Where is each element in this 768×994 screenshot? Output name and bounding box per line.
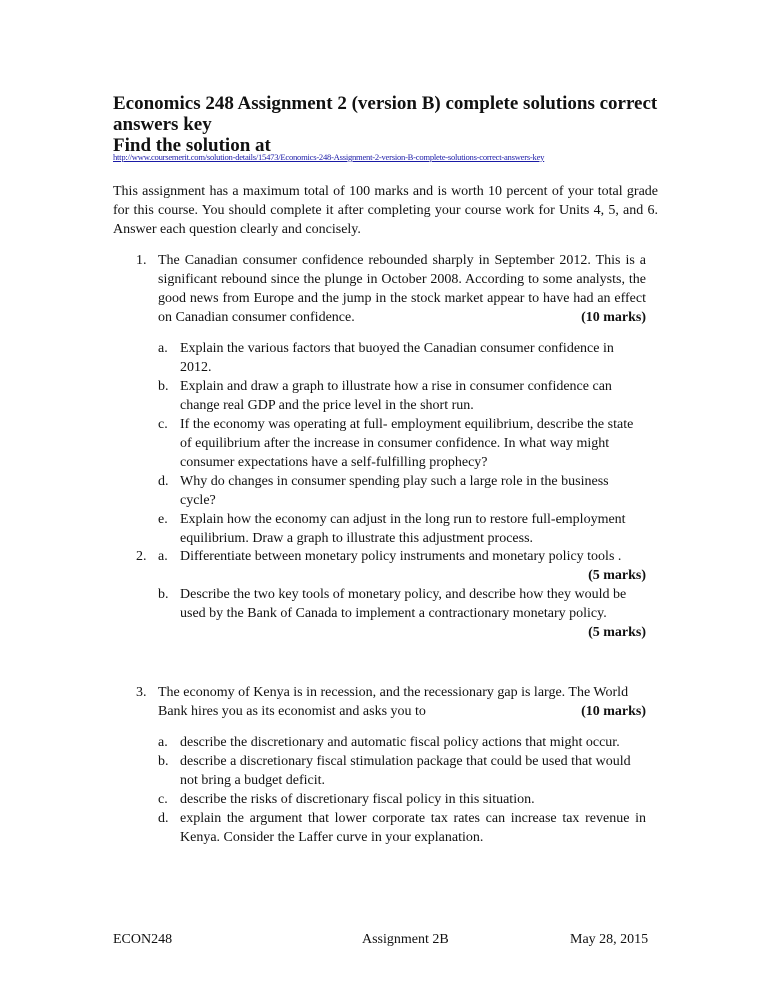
sub-item: [158, 547, 628, 566]
footer-assignment: Assignment 2B: [362, 932, 449, 947]
sub-item: [158, 377, 646, 415]
question-number: 3.: [136, 685, 147, 700]
sub-item: [158, 472, 646, 510]
item-letter: c.: [158, 417, 168, 432]
item-letter: d.: [158, 474, 169, 489]
question-marks: (5 marks): [588, 568, 646, 583]
item-text: describe the discretionary and automatic fiscal policy actions that might occur.: [180, 735, 620, 750]
item-letter: e.: [158, 512, 168, 527]
item-text: explain the argument that lower corporate tax rates can increase tax revenue in Kenya. Consider the Laffer curve in your explanation.: [180, 811, 646, 845]
item-text: Differentiate between monetary policy instruments and monetary policy tools .: [180, 549, 622, 564]
item-text: describe a discretionary fiscal stimulation package that could be used that would not bring a budget deficit.: [180, 754, 631, 788]
item-text: Describe the two key tools of monetary policy, and describe how they would be used by the Bank of Canada to implement a contractionary monetary policy.: [180, 587, 627, 621]
question-3: [136, 683, 646, 847]
sub-item: [158, 733, 646, 752]
item-text: Why do changes in consumer spending play such a large role in the business cycle?: [180, 474, 609, 508]
item-letter: a.: [158, 549, 168, 564]
item-letter: c.: [158, 792, 168, 807]
sub-item: [158, 415, 646, 472]
sub-item: [158, 790, 646, 809]
item-text: If the economy was operating at full- employment equilibrium, describe the state of equilibrium after the increase in consumer confidence. In what way might consumer expectations have a self-fulfilling prophecy?: [180, 417, 634, 470]
item-letter: a.: [158, 341, 168, 356]
sub-item: [158, 752, 646, 790]
item-text: Explain the various factors that buoyed the Canadian consumer confidence in 2012.: [180, 341, 614, 375]
sub-item: [158, 339, 646, 377]
item-letter: d.: [158, 811, 169, 826]
question-text: The economy of Kenya is in recession, and the recessionary gap is large. The World Bank hires you as its economist and asks you to: [158, 685, 629, 719]
item-letter: a.: [158, 735, 168, 750]
question-number: 2.: [136, 549, 147, 564]
question-marks: (10 marks): [581, 704, 646, 719]
item-letter: b.: [158, 379, 169, 394]
item-text: Explain and draw a graph to illustrate how a rise in consumer confidence can change real GDP and the price level in the short run.: [180, 379, 612, 413]
item-letter: b.: [158, 587, 169, 602]
title-text: Economics 248 Assignment 2 (version B) complete solutions correct answers key: [113, 93, 658, 135]
item-text: describe the risks of discretionary fiscal policy in this situation.: [180, 792, 535, 807]
question-marks: (10 marks): [581, 310, 646, 325]
footer-course: ECON248: [113, 932, 173, 947]
item-letter: b.: [158, 754, 169, 769]
sub-item: [158, 510, 646, 548]
find-solution-label: Find the solution at: [113, 135, 271, 156]
sub-item: [158, 809, 646, 847]
question-2: [136, 547, 646, 642]
solution-link[interactable]: http://www.coursemerit.com/solution-details/15473/Economics-248-Assignment-2-version-B-complete-solutions-correct-answers-key: [113, 152, 545, 162]
item-text: Explain how the economy can adjust in the long run to restore full-employment equilibrium. Draw a graph to illustrate this adjustment process.: [180, 512, 626, 546]
intro-paragraph: This assignment has a maximum total of 100 marks and is worth 10 percent of your total grade for this course. You should complete it after completing your course work for Units 4, 5, and 6. Answer each question clearly and concisely.: [113, 184, 658, 237]
question-text: The Canadian consumer confidence rebounded sharply in September 2012. This is a significant rebound since the plunge in October 2008. According to some analysts, the good news from Europe and the jump in the stock market appear to have had an effect on Canadian consumer confidence.: [158, 253, 646, 325]
question-marks: (5 marks): [588, 625, 646, 640]
footer-date: May 28, 2015: [570, 932, 649, 947]
question-1: [136, 251, 646, 548]
document-title: [113, 93, 673, 156]
question-number: 1.: [136, 253, 147, 268]
sub-item: [158, 585, 646, 640]
